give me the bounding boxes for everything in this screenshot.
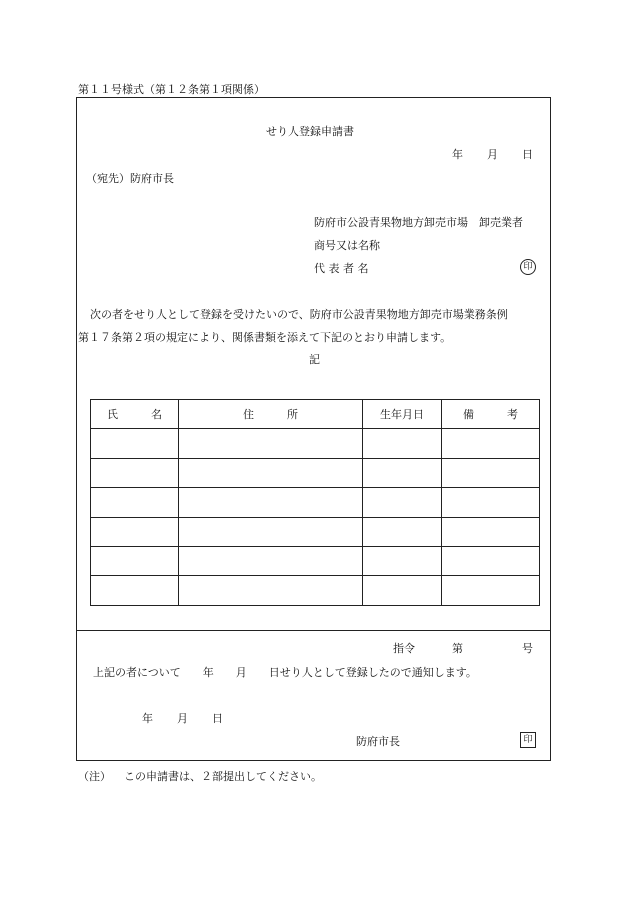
notice-date-year: 年	[142, 712, 153, 725]
cell-name[interactable]	[91, 429, 179, 458]
cell-remarks[interactable]	[442, 458, 540, 487]
addressee: （宛先）防府市長	[86, 172, 174, 185]
cell-name[interactable]	[91, 488, 179, 517]
registration-table	[90, 399, 540, 606]
cell-birthdate[interactable]	[363, 517, 442, 546]
header-name: 氏 名	[91, 400, 179, 429]
trade-name-label: 商号又は名称	[314, 239, 380, 252]
cell-remarks[interactable]	[442, 429, 540, 458]
cell-remarks[interactable]	[442, 576, 540, 605]
table-row	[91, 546, 540, 575]
cell-name[interactable]	[91, 576, 179, 605]
header-address: 住 所	[179, 400, 363, 429]
issuer: 防府市長	[356, 735, 400, 748]
table-row	[91, 429, 540, 458]
applicant-seal-mark	[520, 259, 536, 275]
table-header-row	[91, 400, 540, 429]
cell-name[interactable]	[91, 546, 179, 575]
notice-date-day: 日	[212, 712, 223, 725]
table-row	[91, 488, 540, 517]
header-remarks: 備 考	[442, 400, 540, 429]
cell-address[interactable]	[179, 488, 363, 517]
directive-go: 号	[522, 642, 533, 655]
record-label: 記	[309, 353, 320, 366]
cell-remarks[interactable]	[442, 546, 540, 575]
footnote-label: （注）	[78, 770, 111, 783]
directive-dai: 第	[452, 642, 463, 655]
form-title: せり人登録申請書	[266, 125, 354, 138]
cell-birthdate[interactable]	[363, 488, 442, 517]
footnote-text: この申請書は、２部提出してください。	[124, 770, 322, 783]
seal-text: 印	[520, 732, 536, 748]
cell-address[interactable]	[179, 517, 363, 546]
table-row	[91, 458, 540, 487]
cell-remarks[interactable]	[442, 488, 540, 517]
body-line-2: 第１７条第２項の規定により、関係書類を添えて下記のとおり申請します。	[78, 331, 452, 344]
seal-text: 印	[520, 259, 536, 275]
notice-date-month: 月	[177, 712, 188, 725]
cell-address[interactable]	[179, 546, 363, 575]
cell-birthdate[interactable]	[363, 429, 442, 458]
table-row	[91, 517, 540, 546]
cell-address[interactable]	[179, 458, 363, 487]
representative-label: 代 表 者 名	[314, 262, 369, 275]
directive-label: 指令	[393, 642, 415, 655]
cell-birthdate[interactable]	[363, 576, 442, 605]
body-line-1: 次の者をせり人として登録を受けたいので、防府市公設青果物地方卸売市場業務条例	[90, 308, 508, 321]
section-divider	[76, 630, 551, 631]
cell-remarks[interactable]	[442, 517, 540, 546]
cell-birthdate[interactable]	[363, 458, 442, 487]
cell-address[interactable]	[179, 576, 363, 605]
date-day-label: 日	[522, 148, 533, 161]
table-row	[91, 576, 540, 605]
cell-name[interactable]	[91, 458, 179, 487]
date-month-label: 月	[487, 148, 498, 161]
notice-sentence: 上記の者について 年 月 日せり人として登録したので通知します。	[93, 666, 477, 679]
cell-name[interactable]	[91, 517, 179, 546]
issuer-seal-mark	[520, 732, 536, 748]
header-birthdate: 生年月日	[363, 400, 442, 429]
cell-address[interactable]	[179, 429, 363, 458]
date-year-label: 年	[452, 148, 463, 161]
form-number: 第１１号様式（第１２条第１項関係）	[78, 83, 265, 96]
cell-birthdate[interactable]	[363, 546, 442, 575]
applicant-affiliation: 防府市公設青果物地方卸売市場 卸売業者	[314, 216, 523, 229]
